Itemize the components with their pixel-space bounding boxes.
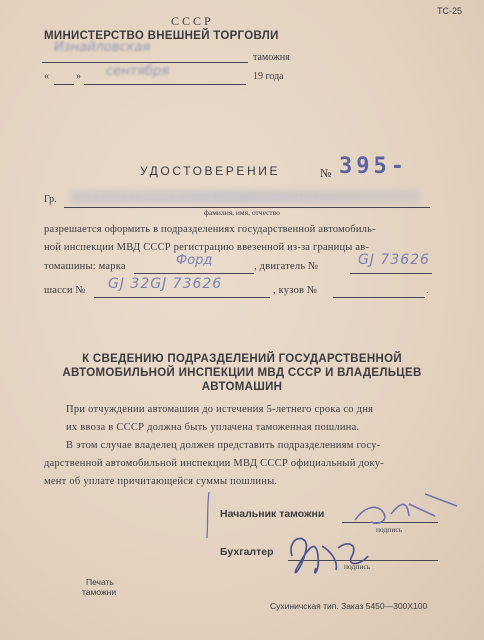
date-open-quote: « — [44, 71, 49, 82]
accountant-signature-icon — [282, 526, 382, 586]
certificate-number: 395- — [339, 154, 408, 179]
handwritten-chassis-number: GJ 32GJ 73626 — [108, 276, 223, 292]
printer-info: Сухиничская тип. Заказ 5450—300Х100 — [270, 601, 428, 611]
notice-paragraph-2-line-1: В этом случае владелец должен представить подразделениям госу- — [66, 440, 381, 451]
ministry-header: МИНИСТЕРСТВО ВНЕШНЕЙ ТОРГОВЛИ — [44, 30, 279, 42]
seal-label-line-2: таможни — [82, 587, 117, 597]
customs-name-line — [42, 62, 248, 63]
handwritten-customs-name: Изнайловская — [54, 40, 151, 55]
body-line-2: ной инспекции МВД СССР регистрацию ввезенной из-за границы ав- — [44, 242, 370, 253]
chief-signature-hint: подпись — [376, 525, 403, 534]
year-label: 19 года — [253, 71, 284, 82]
customs-label: таможня — [253, 52, 290, 63]
engine-label: , двигатель № — [254, 261, 319, 272]
engine-line — [350, 273, 432, 274]
date-close-quote: » — [76, 71, 81, 82]
holder-prefix: Гр. — [44, 194, 57, 205]
notice-heading-line-1: К СВЕДЕНИЮ ПОДРАЗДЕЛЕНИЙ ГОСУДАРСТВЕННОЙ — [82, 353, 402, 365]
handwritten-engine-number: GJ 73626 — [358, 252, 430, 268]
notice-paragraph-2-line-2: дарственной автомобильной инспекции МВД СССР официальный доку- — [44, 458, 385, 469]
body-line-3: томашины: марка — [44, 261, 126, 272]
holder-name-redacted — [70, 190, 420, 204]
handwritten-brand: Форд — [176, 253, 213, 268]
notice-heading-line-3: АВТОМАШИН — [201, 381, 283, 393]
country-header: СССР — [171, 14, 214, 28]
handwritten-date-month: сентября — [106, 64, 170, 79]
accountant-label: Бухгалтер — [220, 546, 274, 558]
notice-paragraph-2-line-3: мент об уплате причитающейся суммы пошлины. — [44, 476, 278, 487]
body-number-label: , кузов № — [273, 285, 318, 296]
chassis-label: шасси № — [44, 285, 86, 296]
form-code: ТС-25 — [436, 6, 462, 16]
body-number-line — [333, 297, 425, 298]
body-line-1: разрешается оформить в подразделениях государственной автомобиль- — [44, 224, 376, 235]
notice-paragraph-1-line-2: их ввоза в СССР должна быть уплачена таможенная пошлина. — [66, 422, 360, 433]
brand-line — [134, 273, 254, 274]
certificate-title: УДОСТОВЕРЕНИЕ — [140, 164, 281, 178]
seal-label-line-1: Печать — [86, 577, 114, 587]
chassis-line — [94, 297, 270, 298]
notice-paragraph-1-line-1: При отчуждении автомашин до истечения 5-летнего срока со дня — [66, 404, 374, 415]
body-end-dot: . — [426, 285, 429, 296]
chief-label: Начальник таможни — [220, 508, 325, 520]
certificate-number-label: № — [320, 166, 332, 180]
date-month-line — [84, 84, 246, 85]
date-day-line — [54, 84, 74, 85]
notice-heading-line-2: АВТОМОБИЛЬНОЙ ИНСПЕКЦИИ МВД СССР И ВЛАДЕЛЬЦЕВ — [62, 367, 422, 379]
accountant-signature-hint: подпись — [344, 562, 371, 571]
holder-name-hint: фамилия, имя, отчество — [204, 208, 280, 217]
